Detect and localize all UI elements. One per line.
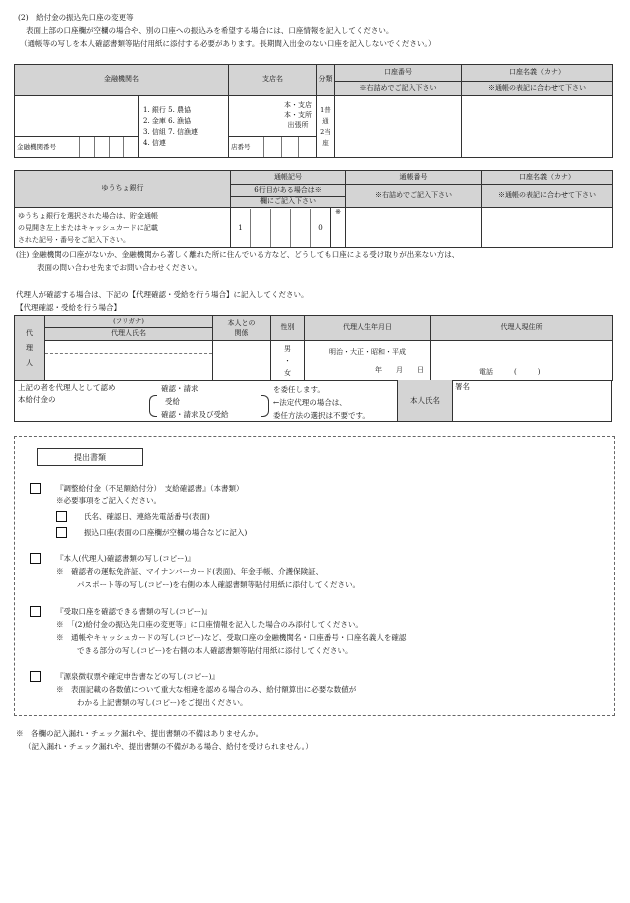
entrust-text-4: ←法定代理の場合は、 [273,398,347,407]
symbol-first-digit: 1 [231,209,251,247]
institution-type-options[interactable] [139,96,229,158]
no-account-note-1: (注) 金融機関の口座がないか、金融機関から著しく離れた所に住んでいる方など、どうしても口座による受け取りが出来ない方は、 [16,250,460,259]
section2-heading: (2) 給付金の振込先口座の変更等 [18,13,134,22]
item3-note-1: ※ 「(2)給付金の振込先口座の変更等」に口座情報を記入した場合のみ添付してください。 [56,620,363,629]
agent-section-title: 【代理確認・受給を行う場合】 [16,303,121,312]
passbook-number-note: ※右詰めでご記入下さい [346,185,482,208]
bank-name-field[interactable] [15,96,139,158]
account-number-header: 口座番号 [335,65,462,82]
passbook-symbol-note-1: 6行目がある場合は※ [231,185,346,197]
kind-option-3: 3. 信組 7. 信漁連 [143,127,199,136]
footer-warning: （記入漏れ・チェック漏れや、提出書類の不備がある場合、給付を受けられません。） [24,742,313,751]
item1-note: ※必要事項をご記入ください。 [56,496,161,505]
account-number-boxes[interactable] [335,96,462,158]
item3-note-2: ※ 通帳やキャッシュカードの写し(コピー)など、受取口座の金融機関名・口座番号・口座名義人を確認 [56,633,407,642]
entrust-text-2: 本給付金の [18,395,56,404]
option-receive[interactable]: 受給 [165,397,180,406]
entrust-options[interactable] [161,382,229,421]
branch-option-2: 本・支所 [284,111,312,119]
account-number-note: ※右詰めでご記入下さい [335,82,462,96]
bank-account-table [14,64,613,158]
yucho-holder-header: 口座名義（カナ） [482,171,613,185]
sex-header: 性別 [271,316,305,341]
year-month-day: 年 月 日 [375,365,424,374]
sex-option-separator: ・ [284,356,291,365]
agent-side-char-2: 理 [26,343,33,352]
option-confirm-claim[interactable]: 確認・請求 [161,384,199,393]
item1-sub2-checkbox[interactable] [56,527,67,538]
section2-instruction: 表面上部の口座欄が空欄の場合や、別の口座への振込みを希望する場合には、口座情報を記入してください。 [26,26,394,35]
address-field[interactable] [431,341,613,381]
yucho-header: ゆうちょ銀行 [15,171,231,208]
branch-name-field[interactable] [229,96,317,158]
yucho-holder-boxes[interactable] [482,208,613,248]
signature-field[interactable] [453,380,611,421]
branch-option-3: 出張所 [287,121,309,129]
entrust-text-3: を委任します。 [273,385,325,394]
account-holder-boxes[interactable] [462,96,613,158]
entrust-row [14,380,612,422]
item2-note-2: パスポート等の写し(コピー)を右側の本人確認書類等貼付用紙に添付してください。 [77,580,361,589]
yucho-description-line-1: ゆうちょ銀行を選択された場合は、貯金通帳 [18,211,158,220]
type-option-ordinary: 1普通 [320,105,331,125]
address-header: 代理人現住所 [431,316,613,341]
kind-option-1: 1. 銀行 5. 農協 [143,105,192,114]
item3-note-3: できる部分の写し(コピー)を右側の本人確認書類等貼付用紙に添付してください。 [77,646,353,655]
item1-checkbox[interactable] [30,483,41,494]
item4-checkbox[interactable] [30,671,41,682]
passbook-number-boxes[interactable] [346,208,482,248]
option-confirm-claim-receive[interactable]: 確認・請求及び受給 [161,410,229,419]
account-type-header: 分類 [317,65,335,96]
footer-check-note: ※ 各欄の記入漏れ・チェック漏れや、提出書類の不備はありませんか。 [16,729,264,738]
relation-header [213,316,271,341]
branch-code-boxes[interactable] [263,137,316,157]
kind-option-4: 4. 信連 [143,138,166,147]
agent-name-field[interactable] [45,341,213,381]
relation-header-line-1: 本人との [227,319,256,327]
entrust-text-5: 委任方法の選択は不要です。 [273,411,370,420]
bank-code-label: 金融機関番号 [17,143,56,151]
furigana-header: (フリガナ) [45,316,213,328]
section2-note: （通帳等の写しを本人確認書類等貼付用紙に添付する必要があります。長期間入出金のない口座を記入しないでください。） [20,39,436,48]
passbook-number-header: 通帳番号 [346,171,482,185]
branch-type-options[interactable] [284,100,312,130]
birthdate-field[interactable] [305,341,431,381]
signature-label: 署名 [455,382,470,391]
branch-name-header: 支店名 [229,65,317,96]
bank-name-header: 金融機関名 [15,65,229,96]
bank-code-boxes[interactable] [79,137,138,157]
relation-header-line-2: 関係 [234,329,249,337]
relation-field[interactable] [213,341,271,381]
sixth-row-star[interactable]: ※ [331,208,346,248]
agent-table [14,315,613,381]
kind-option-2: 2. 金庫 6. 漁協 [143,116,192,125]
item1-sub1-label: 氏名、確認日、連絡先電話番号(表面) [84,512,210,521]
sex-options[interactable] [271,341,305,381]
branch-code-label: 店番号 [231,143,251,151]
entrust-text-1: 上記の者を代理人として認め [18,383,116,392]
item1-sub2-label: 振込口座(表面の口座欄が空欄の場合などに記入) [84,528,248,537]
yucho-description [15,208,231,248]
passbook-symbol-note-2: 欄にご記入下さい [231,197,346,208]
era-options: 明治・大正・昭和・平成 [329,347,406,356]
tel-label: 電話 ( ) [479,367,541,376]
agent-side-char-1: 代 [26,328,33,337]
entrust-text-right [273,383,370,422]
item4-note-1: ※ 表面記載の各数値について重大な相違を認める場合のみ、給付額算出に必要な数値が [56,685,357,694]
account-holder-header: 口座名義（カナ） [462,65,613,82]
branch-option-1: 本・支店 [284,101,312,109]
sex-option-male: 男 [284,344,291,353]
agent-name-header: 代理人氏名 [45,328,213,341]
yucho-description-line-3: された記号・番号をご記入下さい。 [18,235,130,244]
item2-note-1: ※ 確認者の運転免許証、マイナンバーカード(表面)、年金手帳、介護保険証、 [56,567,324,576]
agent-intro: 代理人が確認する場合は、下記の【代理確認・受給を行う場合】に記入してください。 [16,290,309,299]
passbook-symbol-header: 通帳記号 [231,171,346,185]
item4-note-2: わかる上記書類の写し(コピー)をご提出ください。 [77,698,248,707]
sex-option-female: 女 [284,368,291,377]
item3-title: 『受取口座を確認できる書類の写し(コピー)』 [56,607,212,616]
item1-sub1-checkbox[interactable] [56,511,67,522]
item3-checkbox[interactable] [30,606,41,617]
agent-side-label [15,316,45,381]
item1-title: 『調整給付金（不足額給付分） 支給確認書』（本書類） [56,484,244,493]
item2-checkbox[interactable] [30,553,41,564]
account-holder-note: ※通帳の表記に合わせて下さい [462,82,613,96]
type-option-current: 2当座 [320,127,331,147]
item4-title: 『源泉徴収票や確定申告書などの写し(コピー)』 [56,672,220,681]
submission-documents-title: 提出書類 [37,448,143,466]
account-type-options[interactable] [317,96,335,158]
yucho-account-table [14,170,613,248]
birthdate-header: 代理人生年月日 [305,316,431,341]
self-name-label: 本人氏名 [397,380,453,421]
yucho-holder-note: ※通帳の表記に合わせて下さい [482,185,613,208]
symbol-last-digit: 0 [318,223,323,232]
passbook-symbol-boxes[interactable] [231,208,331,248]
no-account-note-2: 表面の問い合わせ先までお問い合わせください。 [37,263,202,272]
agent-side-char-3: 人 [26,358,33,367]
yucho-description-line-2: の見開き左上またはキャッシュカードに記載 [18,223,158,232]
item2-title: 『本人(代理人)確認書類の写し(コピー)』 [56,554,195,563]
